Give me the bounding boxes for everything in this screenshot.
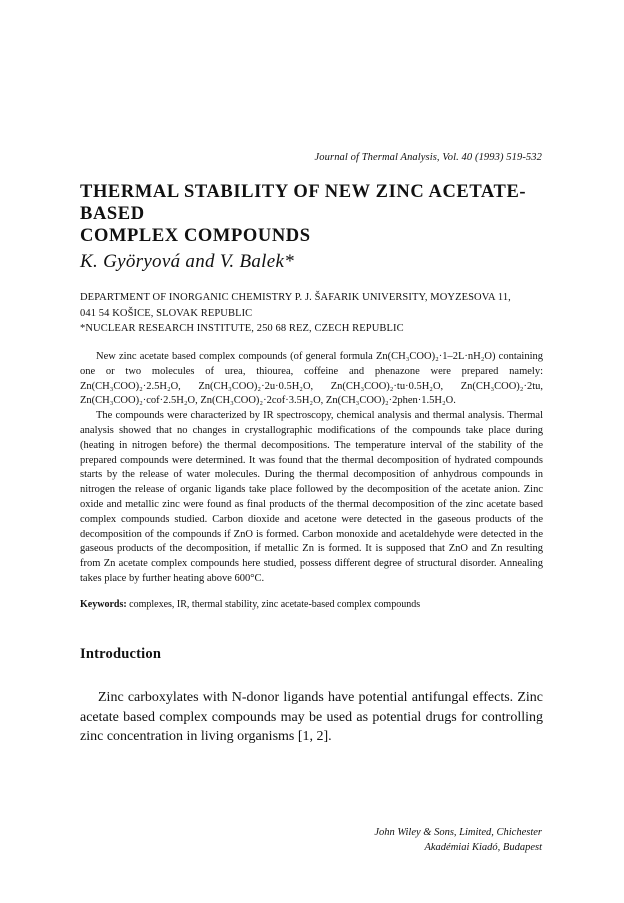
abstract-paragraph: The compounds were characterized by IR spectroscopy, chemical analysis and thermal analysis. Thermal analysis showed that no changes in crystallographic modifications of the compounds take place during (heating in nitrogen before) the thermal decompositions. The temperature interval of the stability of the prepared compounds were determined. It was found that the thermal decomposition of hydrated compounds starts by the release of water molecules. During the thermal decomposition of anhydrous compounds in nitrogen the release of organic ligands take place followed by the decomposition of the acetate anion. Zinc oxide and metallic zinc were found as final products of the thermal decomposition of the zinc acetate based complex compounds studied. Carbon dioxide and acetone were detected in the gaseous products of the decomposition of the compounds if ZnO is formed. Carbon monoxide and acetaldehyde were detected in the gaseous products of the decomposition, if metallic Zn is formed. It is supposed that ZnO and Zn resulting from Zn acetate complex compounds here studied, possess different degree of structural disorder. Annealing takes place by further heating above 600°C. — [80, 410, 543, 584]
paper-title-line: COMPLEX COMPOUNDS — [80, 226, 311, 246]
affiliation-line: 041 54 KOŠICE, SLOVAK REPUBLIC — [80, 307, 253, 319]
intro-paragraph: Zinc carboxylates with N-donor ligands have potential antifungal effects. Zinc acetate based complex compounds may be used as potential drugs for controlling zinc concentration in living organisms [1, 2]. — [80, 690, 543, 744]
keywords — [80, 598, 543, 612]
keywords-text: complexes, IR, thermal stability, zinc acetate-based complex compounds — [126, 599, 421, 610]
affiliations — [80, 290, 550, 337]
affiliation-line: DEPARTMENT OF INORGANIC CHEMISTRY P. J. ŠAFARIK UNIVERSITY, MOYZESOVA 11, — [80, 292, 511, 303]
abstract-paragraph: New zinc acetate based complex compounds (of general formula Zn(CH₃COO)₂·1–2L·nH₂O) containing one or two molecules of urea, thiourea, coffeine and phenazone were prepared namely: Zn(CH₃COO)₂·2.5H₂O, Zn(CH₃COO)₂·2u·0.5H₂O, Zn(CH₃COO)₂·tu·0.5H₂O, Zn(CH₃COO)₂·2tu, Zn(CH₃COO)₂·cof·2.5H₂O, Zn(CH₃COO)₂·2cof·3.5H₂O, Zn(CH₃COO)₂·2phen·1.5H₂O. — [80, 351, 543, 407]
section-heading: Introduction — [80, 646, 162, 662]
affiliation-line: *NUCLEAR RESEARCH INSTITUTE, 250 68 REZ, CZECH REPUBLIC — [80, 323, 404, 334]
authors: K. Györyová and V. Balek* — [80, 251, 294, 272]
paper-title-line: THERMAL STABILITY OF NEW ZINC ACETATE-BASED — [80, 182, 527, 224]
publisher-info — [320, 825, 542, 855]
publisher-line: John Wiley & Sons, Limited, Chichester — [374, 827, 542, 838]
paper-title — [80, 181, 550, 247]
introduction-body — [80, 688, 543, 747]
abstract — [80, 350, 543, 587]
publisher-line: Akadémiai Kiadó, Budapest — [424, 842, 542, 853]
keywords-label: Keywords: — [80, 599, 127, 610]
journal-reference: Journal of Thermal Analysis, Vol. 40 (1993) 519-532 — [314, 152, 542, 163]
